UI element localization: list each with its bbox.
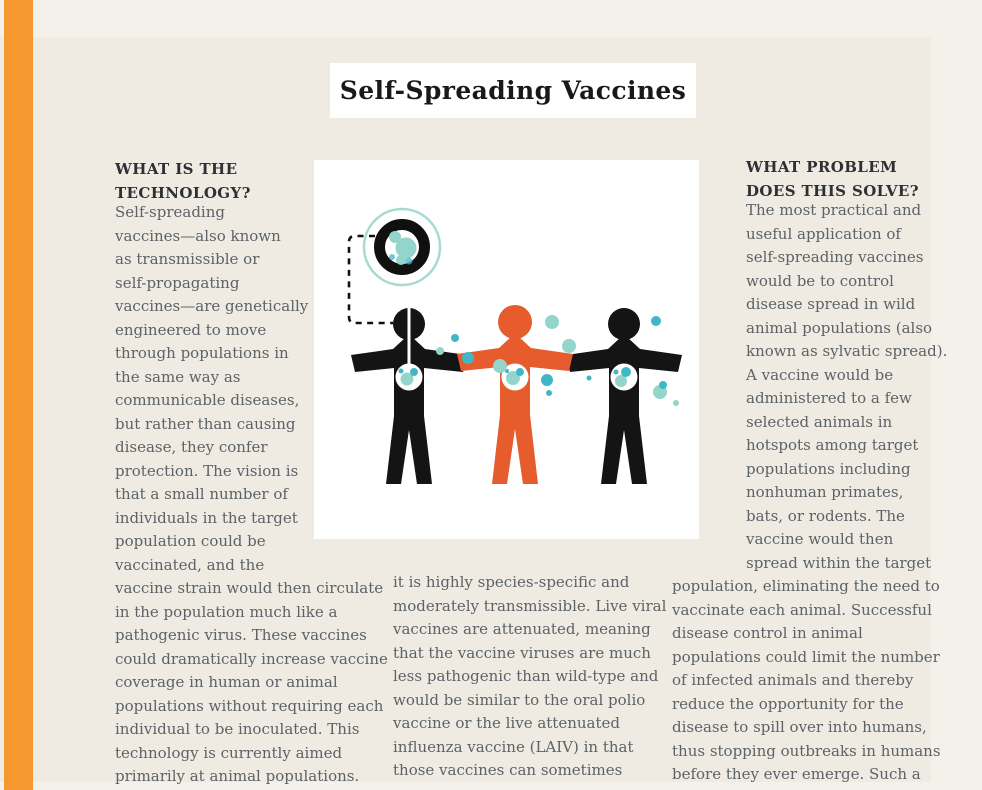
left-accent-bar <box>4 0 33 790</box>
text-line: vaccine or the live attenuated <box>393 714 620 732</box>
text-line: Self-spreading <box>115 203 225 221</box>
text-line: protection. The vision is <box>115 461 299 480</box>
text-line: A vaccine would be <box>746 365 894 384</box>
text-line: individual to be inoculated. This <box>115 720 360 738</box>
left-column-body-wide <box>115 577 388 789</box>
text-line: those vaccines can sometimes <box>393 761 623 779</box>
text-line: populations including <box>746 459 911 478</box>
text-line: but rather than causing <box>115 414 296 433</box>
text-line: TECHNOLOGY? <box>115 183 251 202</box>
text-line: WHAT IS THE <box>115 160 238 178</box>
text-line: hotspots among target <box>746 436 919 454</box>
text-line: nonhuman primates, <box>746 483 904 501</box>
text-line: communicable diseases, <box>115 391 300 409</box>
text-line: as transmissible or <box>115 250 260 268</box>
title-box <box>330 63 696 118</box>
text-line: could dramatically increase vaccine <box>115 649 388 668</box>
text-line: primarily at animal populations. <box>115 767 360 785</box>
text-line: spread within the target <box>746 553 932 572</box>
text-line: selected animals in <box>746 412 893 431</box>
text-line: administered to a few <box>746 389 912 407</box>
illustration-panel <box>314 160 699 539</box>
text-line: disease to spill over into humans, <box>672 718 927 736</box>
text-line: WHAT PROBLEM <box>746 158 898 176</box>
chest-virus-right <box>611 364 638 391</box>
text-line: populations without requiring each <box>115 696 384 715</box>
text-line: known as sylvatic spread). <box>746 342 948 360</box>
text-line: influenza vaccine (LAIV) in that <box>393 737 634 756</box>
text-line: that a small number of <box>115 485 288 503</box>
text-line: disease spread in wild <box>746 295 916 313</box>
text-line: self-spreading vaccines <box>746 248 924 266</box>
text-line: bats, or rodents. The <box>746 506 905 525</box>
text-line: vaccine would then <box>746 530 894 548</box>
text-line: vaccines—also known <box>115 226 281 245</box>
text-line: the same way as <box>115 367 241 386</box>
text-line: vaccinate each animal. Successful <box>672 600 932 619</box>
person-figure-center <box>457 305 573 484</box>
text-line: vaccines are attenuated, meaning <box>393 620 651 638</box>
left-column-body-narrow <box>115 201 308 577</box>
text-line: useful application of <box>746 224 901 243</box>
text-line: coverage in human or animal <box>115 673 338 691</box>
text-line: pathogenic virus. These vaccines <box>115 626 367 644</box>
text-line: in the population much like a <box>115 602 338 621</box>
text-line: population, eliminating the need to <box>672 577 940 595</box>
right-column-body-wide <box>672 575 941 787</box>
text-line: animal populations (also <box>746 318 933 337</box>
text-line: vaccines—are genetically <box>115 297 309 315</box>
text-line: would be to control <box>746 271 894 290</box>
text-line: vaccinated, and the <box>115 555 265 574</box>
page-title: Self-Spreading Vaccines <box>339 76 687 105</box>
text-line: disease, they confer <box>115 438 268 456</box>
text-line: populations could limit the number <box>672 647 940 666</box>
text-line: thus stopping outbreaks in humans <box>672 741 941 760</box>
right-column-heading <box>746 154 919 201</box>
text-line: it is highly species-specific and <box>393 573 630 591</box>
text-line: reduce the opportunity for the <box>672 694 904 713</box>
text-line: less pathogenic than wild-type and <box>393 667 659 685</box>
text-line: that the vaccine viruses are much <box>393 643 651 662</box>
text-line: of infected animals and thereby <box>672 671 914 689</box>
text-line: self-propagating <box>115 273 240 292</box>
text-line: before they ever emerge. Such a <box>672 765 921 783</box>
text-line: population could be <box>115 532 266 550</box>
text-line: would be similar to the oral polio <box>393 690 646 709</box>
text-line: technology is currently aimed <box>115 743 343 762</box>
right-column-body-narrow <box>746 199 947 575</box>
left-column-heading <box>115 156 251 203</box>
text-line: disease control in animal <box>672 624 863 642</box>
text-line: moderately transmissible. Live viral <box>393 596 667 615</box>
transmission-illustration <box>314 160 699 539</box>
chest-virus-left <box>396 364 423 391</box>
text-line: DOES THIS SOLVE? <box>746 181 919 200</box>
middle-column-body <box>393 571 666 783</box>
text-line: vaccine strain would then circulate <box>115 579 384 597</box>
text-line: The most practical and <box>746 201 922 219</box>
text-line: through populations in <box>115 344 289 362</box>
text-line: engineered to move <box>115 320 267 339</box>
text-line: individuals in the target <box>115 508 298 527</box>
virus-target-icon <box>364 209 440 285</box>
